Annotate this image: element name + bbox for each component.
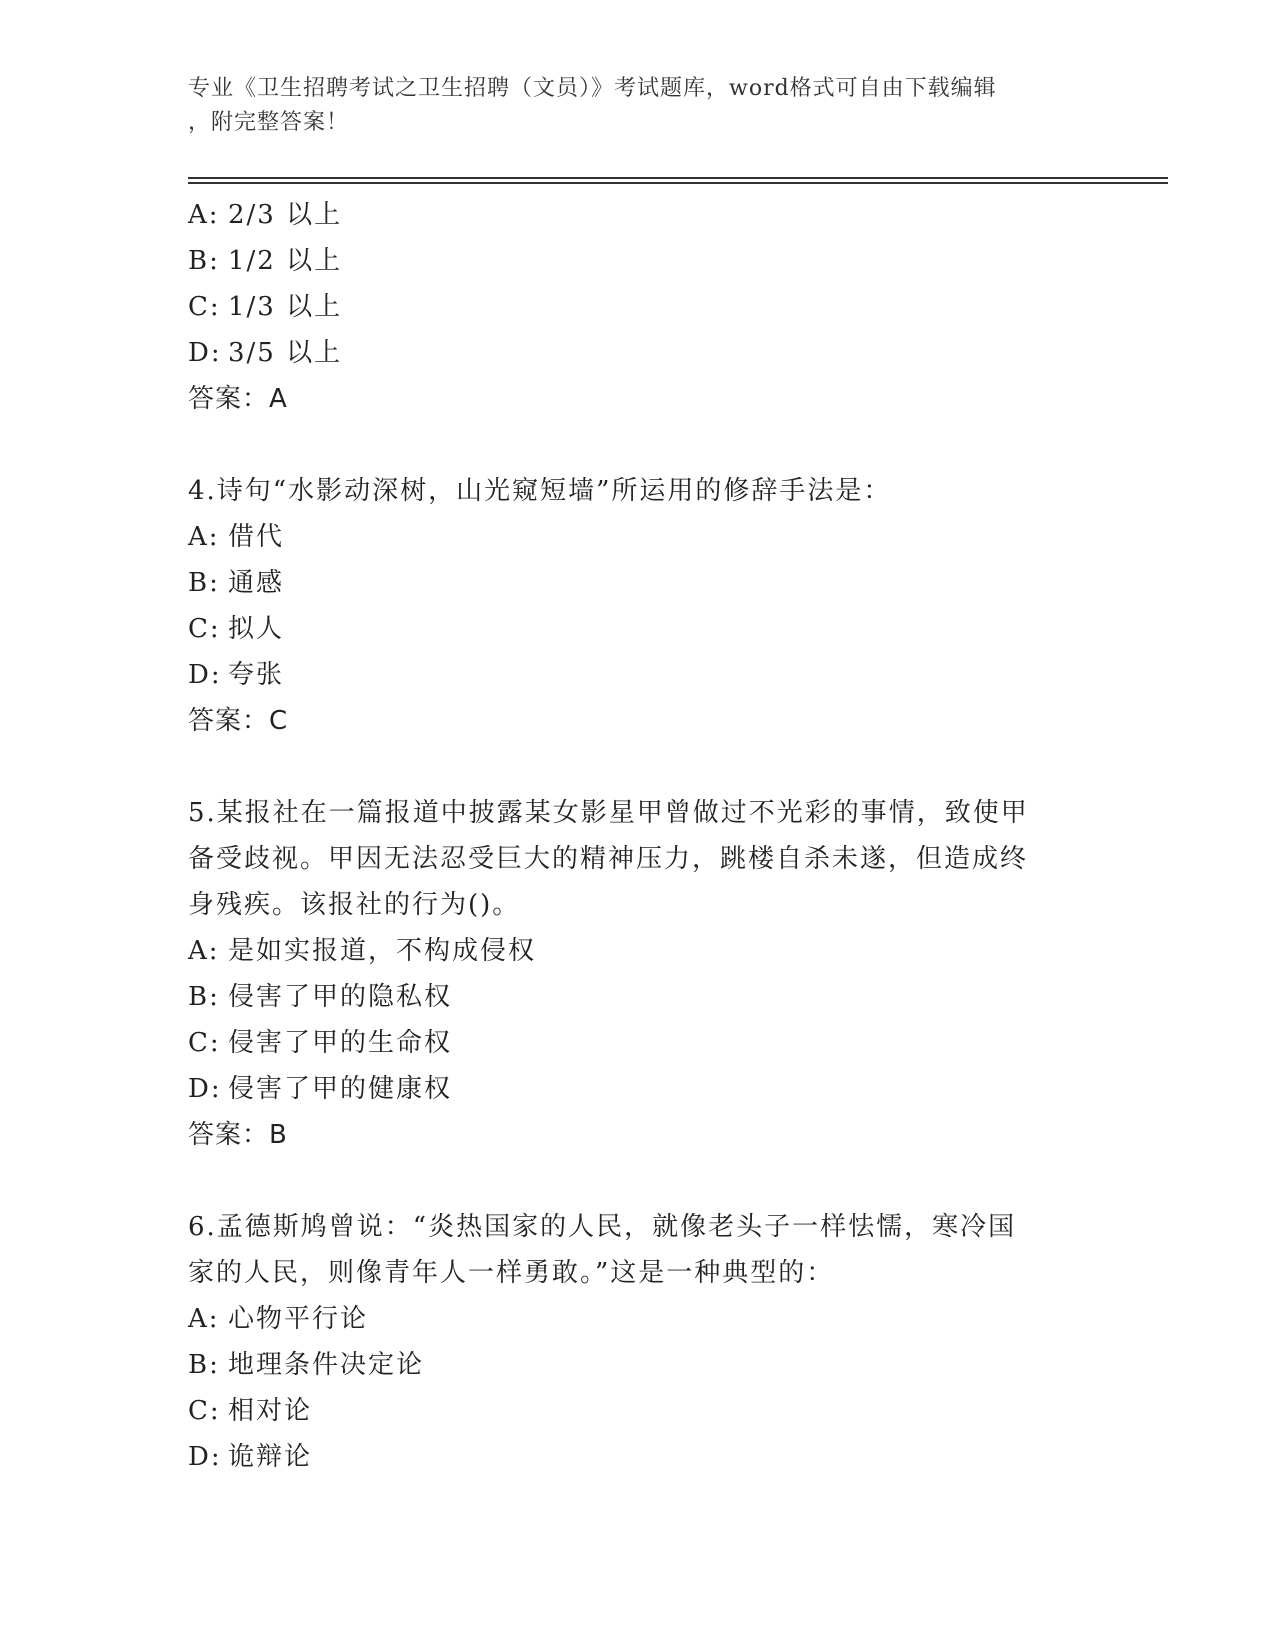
option-a: A: 是如实报道，不构成侵权 (188, 936, 537, 966)
header-divider-top (188, 177, 1168, 179)
question-stem: 4.诗句“水影动深树，山光窥短墙”所运用的修辞手法是： (188, 476, 892, 506)
option-c: C: 1/3 以上 (188, 292, 343, 322)
header-line-2: ，附完整答案！ (188, 110, 350, 135)
option-b: B: 1/2 以上 (188, 246, 343, 276)
header-line-1: 专业《卫生招聘考试之卫生招聘（文员）》考试题库，word格式可自由下载编辑 (188, 76, 997, 101)
option-b: B: 通感 (188, 568, 285, 598)
option-c: C: 相对论 (188, 1396, 313, 1426)
question-6 (188, 1204, 1068, 1480)
option-a: A: 借代 (188, 522, 285, 552)
header-divider-bottom (188, 182, 1168, 184)
answer: 答案：A (188, 384, 288, 414)
question-stem-line: 家的人民，则像青年人一样勇敢。”这是一种典型的： (188, 1258, 835, 1288)
option-c: C: 侵害了甲的生命权 (188, 1028, 453, 1058)
option-d: D: 夸张 (188, 660, 285, 690)
question-stem-line: 6.孟德斯鸠曾说：“炎热国家的人民，就像老头子一样怯懦，寒冷国 (188, 1212, 1017, 1242)
question-stem-line: 备受歧视。甲因无法忍受巨大的精神压力，跳楼自杀未遂，但造成终 (188, 844, 1029, 874)
answer: 答案：B (188, 1120, 288, 1150)
option-c: C: 拟人 (188, 614, 285, 644)
option-d: D: 3/5 以上 (188, 338, 343, 368)
question-4 (188, 468, 1068, 744)
question-5 (188, 790, 1068, 1158)
question-stem-line: 5.某报社在一篇报道中披露某女影星甲曾做过不光彩的事情，致使甲 (188, 798, 1029, 828)
document-header (188, 72, 1068, 140)
spacer (188, 1158, 1068, 1204)
option-a: A: 2/3 以上 (188, 200, 343, 230)
answer: 答案：C (188, 706, 289, 736)
spacer (188, 744, 1068, 790)
question-3 (188, 192, 1068, 422)
option-d: D: 诡辩论 (188, 1442, 313, 1472)
question-stem-line: 身残疾。该报社的行为()。 (188, 890, 521, 920)
question-list (188, 192, 1068, 1480)
option-b: B: 侵害了甲的隐私权 (188, 982, 453, 1012)
spacer (188, 422, 1068, 468)
option-d: D: 侵害了甲的健康权 (188, 1074, 453, 1104)
option-a: A: 心物平行论 (188, 1304, 369, 1334)
option-b: B: 地理条件决定论 (188, 1350, 425, 1380)
